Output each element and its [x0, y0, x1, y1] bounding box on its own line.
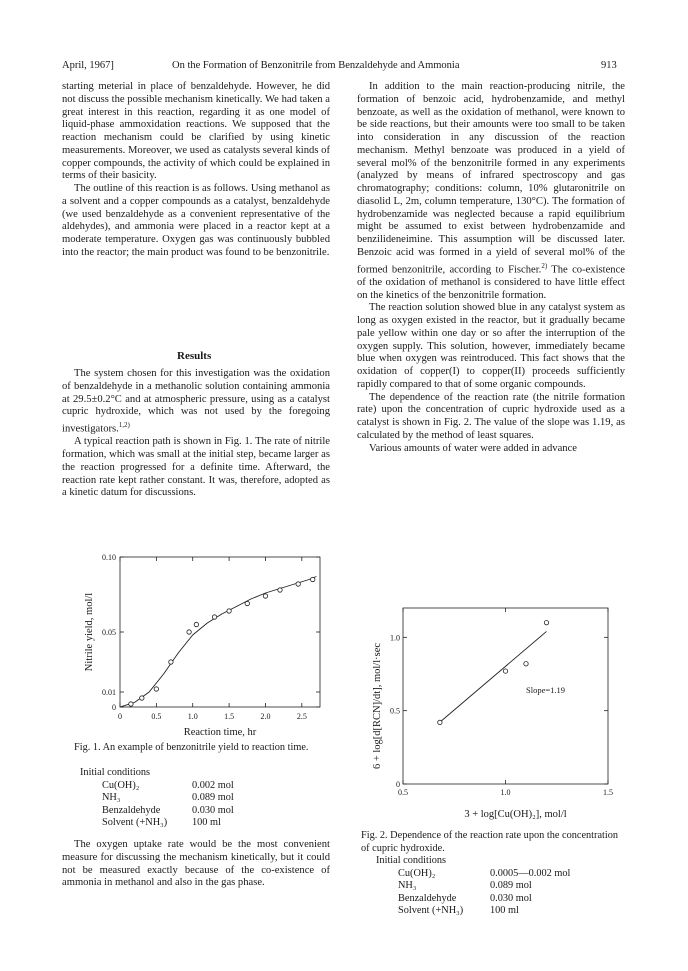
- condition-name: NH₃: [398, 880, 417, 891]
- paragraph: [357, 81, 625, 302]
- data-point: [438, 720, 442, 724]
- condition-row: [376, 893, 636, 906]
- paragraph-text: The co-existence of the oxidation of methanol is considered to have little effect on the kinetics of the benzonitrile formation.: [357, 264, 626, 301]
- header-page-number: 913: [601, 60, 617, 71]
- condition-row: [376, 905, 636, 918]
- condition-value: 0.089 mol: [490, 880, 532, 891]
- paragraph: The oxygen uptake rate would be the most convenient measure for discussing the mechanism kinetically, but it could not be measured exactly because of the co-existence of ammonia in methanol and also in the gas phase.: [62, 839, 330, 889]
- figure-1-caption: Fig. 1. An example of benzonitrile yield to reaction time.: [74, 742, 309, 753]
- condition-value: 0.030 mol: [490, 892, 532, 904]
- figure-1-conditions: [80, 767, 320, 830]
- condition-name: Cu(OH)₂: [398, 867, 436, 879]
- paragraph-text: The system chosen for this investigation was the oxidation of benzaldehyde in a methanolic solution containing ammonia at 29.5±0.2°C and at atmospheric pressure, using as a catalyst cupric hydroxide, which was not used by the foregoing investigators.: [62, 368, 330, 435]
- x-axis-label: 3 + log[Cu(OH)₂], mol/l: [464, 809, 567, 820]
- data-point: [524, 662, 528, 666]
- y-tick-label: 0.5: [390, 706, 400, 716]
- condition-row: [376, 880, 636, 893]
- left-column-top: [62, 81, 330, 260]
- y-tick-label: 0.01: [102, 688, 116, 697]
- data-point: [169, 660, 173, 664]
- x-tick-label: 1.5: [224, 712, 235, 721]
- condition-row: [80, 792, 320, 805]
- data-point: [503, 669, 507, 673]
- data-point: [296, 582, 300, 586]
- condition-value: 0.002 mol: [192, 779, 234, 791]
- data-point: [544, 620, 548, 624]
- condition-name: Benzaldehyde: [102, 804, 161, 816]
- paragraph: [62, 368, 330, 436]
- condition-row: [80, 780, 320, 793]
- conditions-title: Initial conditions: [376, 855, 447, 866]
- condition-row: [80, 805, 320, 818]
- data-point: [311, 577, 315, 581]
- figure-2-conditions: [376, 855, 636, 918]
- left-column-bottom: [62, 839, 330, 890]
- x-tick-label: 1.5: [603, 788, 613, 797]
- y-axis-label: Nitrile yield, mol/l: [84, 592, 95, 672]
- data-point: [278, 588, 282, 592]
- condition-value: 100 ml: [192, 817, 221, 828]
- condition-row: [376, 868, 636, 881]
- plot-frame: [403, 608, 608, 784]
- slope-annotation: Slope=1.19: [526, 685, 566, 696]
- x-tick-label: 2.5: [296, 712, 307, 721]
- condition-name: Solvent (+NH₃): [398, 905, 464, 916]
- data-point: [187, 630, 191, 634]
- x-tick-label: 2.0: [260, 712, 271, 721]
- paragraph: The reaction solution showed blue in any catalyst system as long as oxygen existed in the reactor, but it gradually became pale yellow within one day or so after the interruption of the oxygen supply. This solution, however, immediately became blue when oxygen was reintroduced. This fact shows that the oxidation of copper(I) to copper(II) proceeds sufficiently rapidly compared to that of some organic compounds.: [357, 302, 625, 390]
- data-point: [227, 609, 231, 613]
- paragraph-text: In addition to the main reaction-producing nitrile, the formation of benzoic acid, hydrobenzamide, and methyl benzoate, as well as the oxidation of methanol, were known to be side reactions, but their amounts were too small to be taken into consideration in any discussion of the reaction mechanism. Methyl benzoate was produced in a yield of several mol% of the benzonitrile formed in any experiments (analyzed by means of infrared spectroscopy and gas chromatography; conditions: column, 10% glutaronitrile on diasolid L, 2m, column temperature, 130°C). The formation of hydrobenzamide was neglected because a rapid equilibrium might be assumed to exist between hydrobenzamide and benzilideneimine. This assumption will be discussed later. Benzoic acid was formed in a yield of several mol% of the formed benzonitrile, according to Fischer.: [357, 81, 625, 276]
- paragraph: starting meterial in place of benzaldehyde. However, he did not discuss the possible mechanism kinetically. We had taken a great interest in this reaction, regarding it as one model of liquid-phase ammoxidation reactions. We supposed that the reaction mechanism could be clarified by using kinetic measurements. Moreover, we used as catalysts several kinds of copper compounds, the activity of which could be explained in terms of their basicity.: [62, 81, 330, 182]
- x-tick-label: 0.5: [398, 788, 408, 797]
- figure-2-caption: Fig. 2. Dependence of the reaction rate upon the concentration of cupric hydroxide.: [361, 830, 619, 854]
- y-tick-label: 0: [396, 780, 400, 789]
- y-tick-label: 0.10: [102, 553, 116, 562]
- paragraph: Various amounts of water were added in advance: [369, 442, 577, 454]
- paragraph: A typical reaction path is shown in Fig. 1. The rate of nitrile formation, which was small at the initial step, became larger as the reaction progressed for a definite time. Afterward, the reaction rate kept rather constant. It was, therefore, adopted as a kinetic datum for discussions.: [62, 436, 330, 499]
- condition-name: Cu(OH)₂: [102, 779, 140, 791]
- condition-value: 100 ml: [490, 905, 519, 916]
- condition-name: Solvent (+NH₃): [102, 817, 168, 828]
- x-tick-label: 1.0: [500, 788, 511, 797]
- reference-marker: 2): [541, 261, 548, 270]
- x-tick-label: 0.5: [151, 712, 162, 721]
- data-point: [154, 687, 158, 691]
- x-axis-label: Reaction time, hr: [183, 727, 257, 738]
- conditions-title: Initial conditions: [80, 767, 151, 778]
- paragraph: The dependence of the reaction rate (the nitrile formation rate) upon the concentration of cupric hydroxide used as a catalyst is shown in Fig. 2. The value of the slope was 1.19, as calculated by the method of least squares.: [357, 391, 625, 441]
- data-point: [245, 601, 249, 605]
- data-point: [212, 615, 216, 619]
- plot-frame: [120, 557, 320, 707]
- reference-marker: 1,2): [118, 421, 130, 429]
- data-point: [194, 622, 198, 626]
- y-tick-label: 0: [112, 703, 116, 712]
- fit-line: [438, 631, 547, 723]
- section-heading-results: Results: [177, 350, 212, 362]
- data-point: [129, 702, 133, 706]
- figure-1-chart: [78, 547, 336, 747]
- condition-name: NH₃: [102, 792, 121, 803]
- condition-value: 0.030 mol: [192, 804, 234, 816]
- x-tick-label: 0: [118, 712, 122, 721]
- figure-2-chart: [370, 596, 635, 828]
- x-tick-label: 1.0: [187, 712, 198, 721]
- paragraph: The outline of this reaction is as follows. Using methanol as a solvent and a copper compounds as a catalyst, benzaldehyde (we used benzaldehyde as a convenient representative of the aldehydes), and ammonia were placed in a reactor kept at a moderate temperature. Oxygen gas was continuously bubbled into the reactor; the main product was found to be benzonitrile.: [62, 183, 330, 258]
- condition-row: [80, 817, 320, 830]
- data-point: [263, 594, 267, 598]
- data-point: [140, 696, 144, 700]
- header-date: April, 1967]: [62, 60, 114, 71]
- y-tick-label: 0.05: [102, 628, 116, 637]
- condition-name: Benzaldehyde: [398, 892, 457, 904]
- header-title: On the Formation of Benzonitrile from Benzaldehyde and Ammonia: [172, 60, 460, 71]
- condition-value: 0.0005—0.002 mol: [490, 867, 571, 879]
- y-tick-label: 1.0: [390, 633, 400, 643]
- fit-curve: [120, 577, 316, 708]
- y-axis-label: 6 + log[d[RCN]/dt], mol/l·sec: [372, 642, 383, 770]
- left-column-results: [62, 368, 330, 500]
- condition-value: 0.089 mol: [192, 792, 234, 803]
- right-column-text: [357, 81, 625, 455]
